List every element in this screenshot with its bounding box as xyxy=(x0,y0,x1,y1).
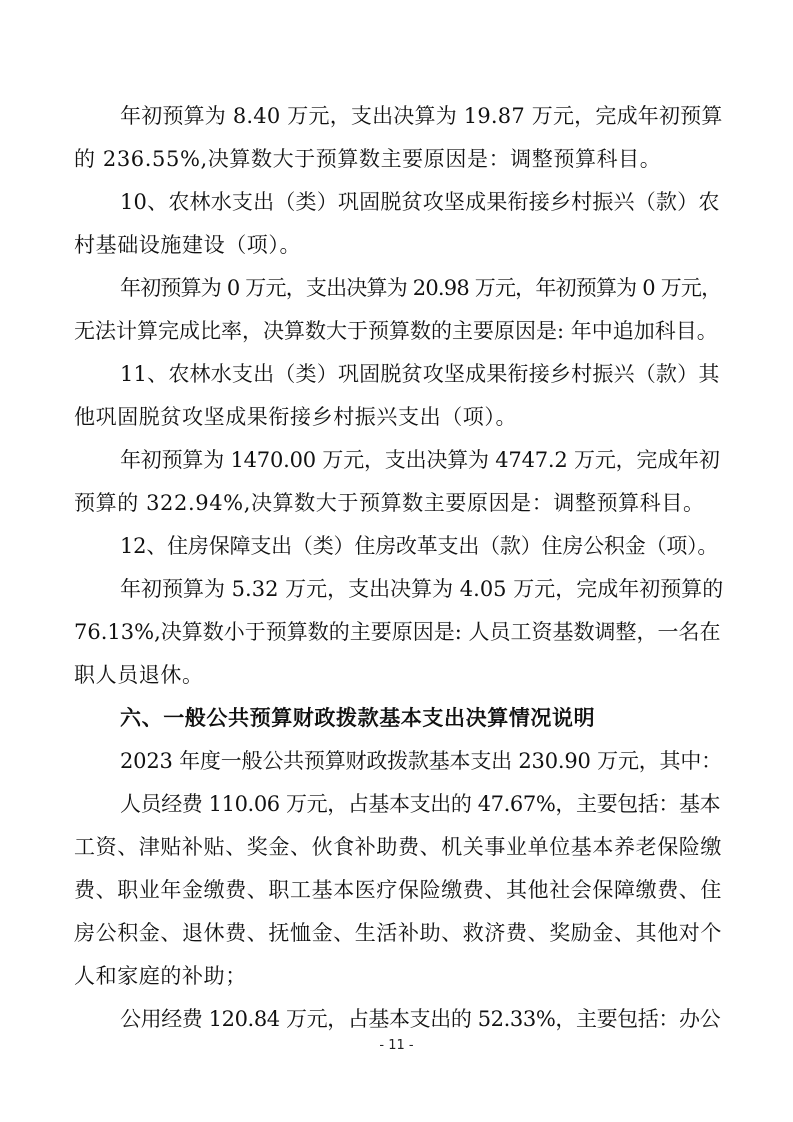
paragraph-line: 无法计算完成比率，决算数大于预算数的主要原因是: 年中追加科目。 xyxy=(74,319,718,343)
paragraph-line: 11、农林水支出（类）巩固脱贫攻坚成果衔接乡村振兴（款）其 xyxy=(120,362,720,386)
paragraph-line: 村基础设施建设（项）。 xyxy=(74,233,302,257)
section-heading: 六、一般公共预算财政拨款基本支出决算情况说明 xyxy=(120,705,596,730)
paragraph-line: 公用经费 120.84 万元，占基本支出的 52.33%，主要包括：办公 xyxy=(120,1007,721,1031)
paragraph-line: 人和家庭的补助； xyxy=(74,964,247,988)
paragraph-line: 的 236.55%,决算数大于预算数主要原因是：调整预算科目。 xyxy=(74,147,662,171)
paragraph-line: 2023 年度一般公共预算财政拨款基本支出 230.90 万元，其中： xyxy=(120,749,722,773)
paragraph-line: 76.13%,决算数小于预算数的主要原因是: 人员工资基数调整，一名在 xyxy=(74,620,721,644)
paragraph-line: 他巩固脱贫攻坚成果衔接乡村振兴支出（项）。 xyxy=(74,405,518,429)
paragraph-line: 预算的 322.94%,决算数大于预算数主要原因是：调整预算科目。 xyxy=(74,491,705,515)
paragraph-line: 12、住房保障支出（类）住房改革支出（款）住房公积金（项）。 xyxy=(120,534,719,558)
page-number: - 11 - xyxy=(379,1038,414,1053)
paragraph-line: 工资、津贴补贴、奖金、伙食补助费、机关事业单位基本养老保险缴 xyxy=(74,835,722,859)
paragraph-line: 年初预算为 0 万元，支出决算为 20.98 万元，年初预算为 0 万元， xyxy=(120,276,722,300)
paragraph-line: 职人员退休。 xyxy=(74,663,204,687)
paragraph-line: 年初预算为 5.32 万元，支出决算为 4.05 万元，完成年初预算的 xyxy=(120,577,724,601)
paragraph-line: 年初预算为 8.40 万元，支出决算为 19.87 万元，完成年初预算 xyxy=(120,104,723,128)
paragraph-line: 年初预算为 1470.00 万元，支出决算为 4747.2 万元，完成年初 xyxy=(120,448,720,472)
paragraph-line: 10、农林水支出（类）巩固脱贫攻坚成果衔接乡村振兴（款）农 xyxy=(120,190,720,214)
paragraph-line: 人员经费 110.06 万元，占基本支出的 47.67%，主要包括：基本 xyxy=(120,792,721,816)
paragraph-line: 费、职业年金缴费、职工基本医疗保险缴费、其他社会保障缴费、住 xyxy=(74,878,722,902)
paragraph-line: 房公积金、退休费、抚恤金、生活补助、救济费、奖励金、其他对个 xyxy=(74,921,722,945)
